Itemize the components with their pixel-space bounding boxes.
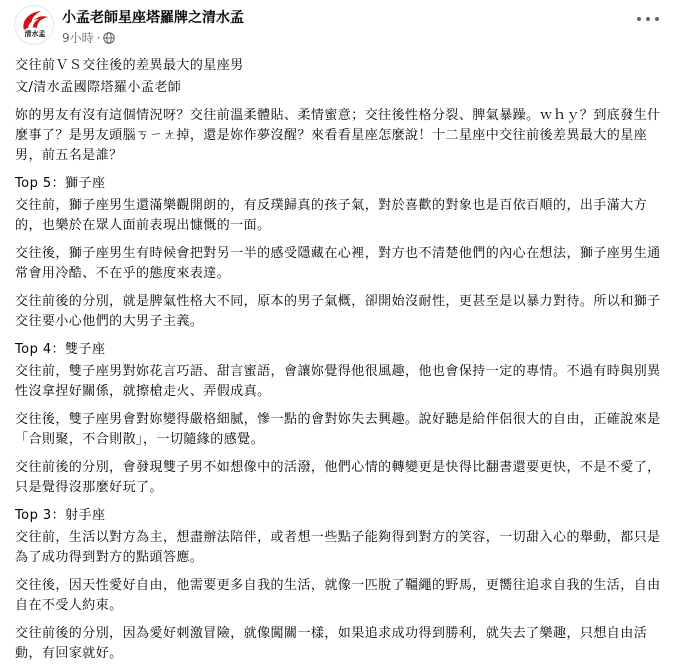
post-title: 交往前ＶＳ交往後的差異最大的星座男 <box>15 58 244 73</box>
more-dot <box>655 17 659 21</box>
avatar-logo-text: 清水孟 <box>24 29 46 38</box>
post-timestamp[interactable]: 9小時 <box>62 31 94 45</box>
page-avatar[interactable] <box>14 5 54 45</box>
post-header <box>0 0 677 54</box>
more-dot <box>646 17 650 21</box>
post-meta <box>62 29 115 46</box>
section-paragraph: 交往後，獅子座男生有時候會把對另一半的感受隱藏在心裡，對方也不清楚他們的內心在想法，獅子座男生通常會用冷酷、不在乎的態度來表達。 <box>15 246 661 281</box>
section-paragraph: 交往後，雙子座男會對妳變得嚴格細膩，慘一點的會對妳失去興趣。說好聽是給伴侶很大的自由，正確說來是「合則聚，不合則散」，一切隨緣的感覺。 <box>15 412 661 447</box>
page-name-link[interactable]: 小孟老師星座塔羅牌之清水孟 <box>62 10 244 26</box>
section-paragraph: 交往前，生活以對方為主，想盡辦法陪伴，或者想一些點子能夠得到對方的笑容，一切甜入心的舉動，都只是為了成功得到對方的點頭答應。 <box>15 530 661 565</box>
post-intro: 妳的男友有沒有這個情況呀？交往前溫柔體貼、柔情蜜意；交往後性格分裂、脾氣暴躁。ｗｈｙ？到底發生什麼事了？是男友頭腦ㄎㄧㄤ掉，還是妳作夢沒醒？來看看星座怎麼說！十二星座中交往前後差異最大的星座男，前五名是誰？ <box>15 108 661 163</box>
section-paragraph: 交往前，雙子座男對妳花言巧語、甜言蜜語，會讓妳覺得他很風趣，他也會保持一定的專情。不過有時與別異性沒拿捏好關係，就擦槍走火、弄假成真。 <box>15 364 661 399</box>
section-paragraph: 交往前後的分別，會發現雙子男不如想像中的活潑，他們心情的轉變更是快得比翻書還要更快，不是不愛了，只是覺得沒那麼好玩了。 <box>15 460 661 495</box>
flame-logo-icon <box>15 6 54 45</box>
section-paragraph: 交往後，因天性愛好自由，他需要更多自我的生活，就像一匹脫了韁繩的野馬，更嚮往追求自我的生活，自由自在不受人約束。 <box>15 578 661 613</box>
section-heading: Top 5：獅子座 <box>15 176 106 191</box>
section-heading: Top 4：雙子座 <box>15 342 106 357</box>
post-byline: 文/清水孟國際塔羅小孟老師 <box>15 80 182 95</box>
more-dots-icon <box>637 17 641 21</box>
section-heading: Top 3：射手座 <box>15 508 106 523</box>
more-options-button[interactable] <box>637 12 659 26</box>
section-paragraph: 交往前後的分別，就是脾氣性格大不同，原本的男子氣概，卻開始沒耐性，更甚至是以暴力對待。所以和獅子交往要小心他們的大男子主義。 <box>15 294 661 329</box>
section-paragraph: 交往前後的分別，因為愛好刺激冒險，就像闖關一樣，如果追求成功得到勝利，就失去了樂趣，只想自由活動，有回家就好。 <box>15 626 648 661</box>
meta-separator: · <box>96 31 101 45</box>
globe-icon <box>103 32 115 44</box>
section-paragraph: 交往前，獅子座男生還滿樂觀開朗的，有反璞歸真的孩子氣，對於喜歡的對象也是百依百順的，出手滿大方的，也樂於在眾人面前表現出慷慨的一面。 <box>15 198 648 233</box>
post-text <box>15 56 663 672</box>
